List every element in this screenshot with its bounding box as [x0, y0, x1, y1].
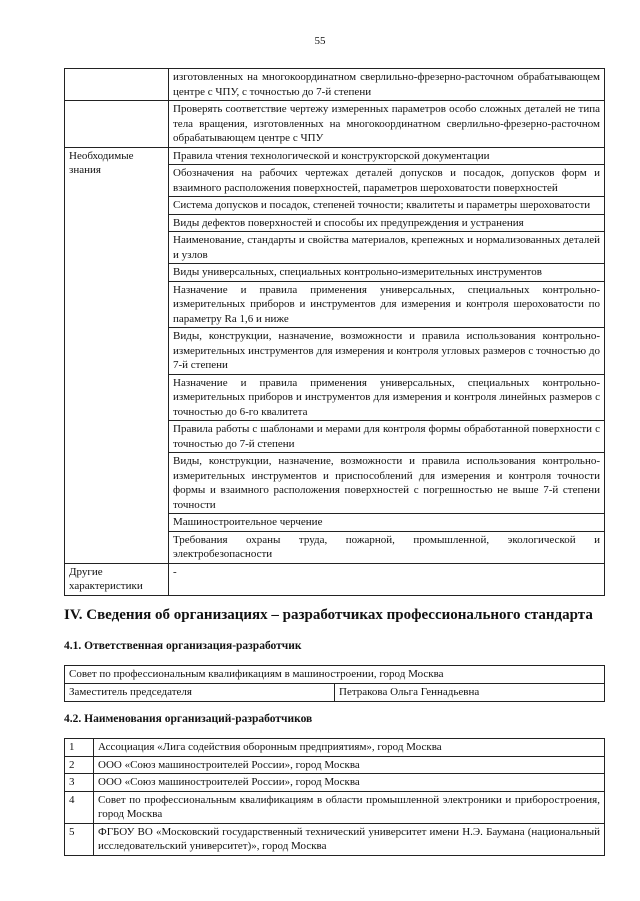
responsible-org-name: Совет по профессиональным квалификациям в машиностроении, город Москва — [65, 666, 605, 684]
developer-name: Ассоциация «Лига содействия оборонным предприятиям», город Москва — [94, 739, 605, 757]
responsible-org-table — [64, 665, 605, 702]
row-number: 2 — [65, 756, 94, 774]
developers-heading: 4.2. Наименования организаций-разработчиков — [64, 713, 313, 725]
responsible-person: Петракова Ольга Геннадьевна — [335, 684, 605, 702]
table-row — [65, 101, 605, 148]
empty-label-cell — [65, 101, 169, 148]
developers-table — [64, 738, 605, 856]
table-cell: Виды дефектов поверхностей и способы их предупреждения и устранения — [169, 214, 605, 232]
table-row — [65, 774, 605, 792]
table-row — [65, 69, 605, 101]
table-row — [65, 823, 605, 855]
table-row — [65, 791, 605, 823]
table-cell: Назначение и правила применения универсальных, специальных контрольно-измерительных приборов и инструментов для измерения и контроля шероховатости по параметру Ra 1,6 и ниже — [169, 281, 605, 328]
table-row — [65, 666, 605, 684]
section-iv-title: IV. Сведения об организациях – разработчиках профессионального стандарта — [64, 607, 593, 623]
knowledge-label: Необходимые знания — [65, 147, 169, 563]
developer-name: ФГБОУ ВО «Московский государственный технический университет имени Н.Э. Баумана (национальный исследовательский университет)», город Москва — [94, 823, 605, 855]
table-row — [65, 739, 605, 757]
knowledge-table — [64, 68, 605, 596]
empty-label-cell — [65, 69, 169, 101]
table-cell: Машиностроительное черчение — [169, 514, 605, 532]
page-number: 55 — [314, 35, 326, 47]
table-cell: Проверять соответствие чертежу измеренных параметров особо сложных деталей не типа тела вращения, изготовленных на многокоординатном сверлильно-фрезерно-расточном обрабатывающем центре с ЧПУ — [169, 101, 605, 148]
table-cell: Правила работы с шаблонами и мерами для контроля формы обработанной поверхности с точностью до 7-й степени — [169, 421, 605, 453]
table-cell: Наименование, стандарты и свойства материалов, крепежных и нормализованных деталей и узлов — [169, 232, 605, 264]
table-cell: Виды, конструкции, назначение, возможности и правила использования контрольно-измерительных инструментов и приспособлений для измерения и контроля точности формы и взаимного расположения поверхностей с погрешностью не выше 7-й степени точности — [169, 453, 605, 514]
other-characteristics-value: - — [169, 563, 605, 595]
developer-name: Совет по профессиональным квалификациям в области промышленной электроники и приборостроения, город Москва — [94, 791, 605, 823]
table-cell: Требования охраны труда, пожарной, промышленной, экологической и электробезопасности — [169, 531, 605, 563]
row-number: 3 — [65, 774, 94, 792]
table-cell: изготовленных на многокоординатном сверлильно-фрезерно-расточном обрабатывающем центре с ЧПУ, с точностью до 7-й степени — [169, 69, 605, 101]
table-cell: Обозначения на рабочих чертежах деталей допусков и посадок, допусков форм и взаимного расположения поверхностей, параметров шероховатости поверхностей — [169, 165, 605, 197]
responsible-position: Заместитель председателя — [65, 684, 335, 702]
table-cell: Виды универсальных, специальных контрольно-измерительных инструментов — [169, 264, 605, 282]
table-row — [65, 147, 605, 165]
row-number: 5 — [65, 823, 94, 855]
row-number: 1 — [65, 739, 94, 757]
table-cell: Виды, конструкции, назначение, возможности и правила использования контрольно-измерительных инструментов для измерения и контроля угловых размеров с точностью до 7-й степени — [169, 328, 605, 375]
table-cell: Система допусков и посадок, степеней точности; квалитеты и параметры шероховатости — [169, 197, 605, 215]
row-number: 4 — [65, 791, 94, 823]
table-cell: Правила чтения технологической и конструкторской документации — [169, 147, 605, 165]
table-row — [65, 684, 605, 702]
responsible-org-heading: 4.1. Ответственная организация-разработчик — [64, 640, 302, 652]
other-characteristics-label: Другие характеристики — [65, 563, 169, 595]
developer-name: ООО «Союз машиностроителей России», город Москва — [94, 756, 605, 774]
developer-name: ООО «Союз машиностроителей России», город Москва — [94, 774, 605, 792]
table-row — [65, 563, 605, 595]
table-cell: Назначение и правила применения универсальных, специальных контрольно-измерительных приборов и инструментов для измерения и контроля линейных размеров с точностью до 6-го квалитета — [169, 374, 605, 421]
table-row — [65, 756, 605, 774]
